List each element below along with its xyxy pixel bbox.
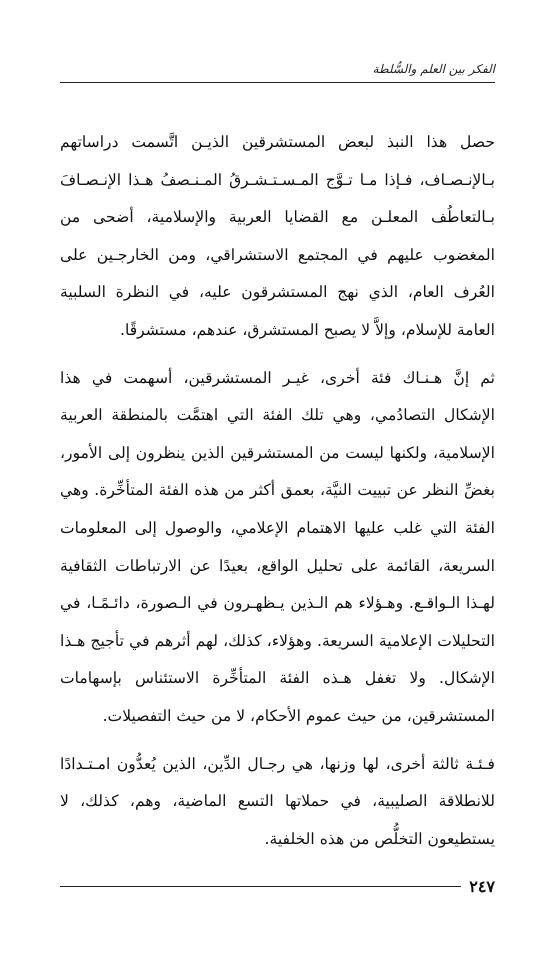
page-footer [60, 876, 495, 896]
running-head: الفكر بين العلم والسُّلطة [60, 62, 495, 83]
paragraph-2: ثم إنَّ هـنـاك فئة أخرى، غيـر المستشرقين، أسهمت في هذا الإشكال التصادُمي، وهي تلك الفئة التي اهتمَّت بالمنطقة العربية الإسلامية، ولكنها ليست من المستشرقين الذين ينظرون إلى الأمور، بغضِّ النظر عن تبييت النيَّة، بعمق أكثر من هذه الفئة المتأخِّرة. وهي الفئة التي غلب عليها الاهتمام الإعلامي، والوصول إلى المعلومات السريعة، القائمة على تحليل الواقع، بعيدًا عن الارتباطات الثقافية لهـذا الـواقـع. وهـؤلاء هم الـذين يـظهـرون في الـصورة، دائـمًـا، في التحليلات الإعلامية السريعة. وهؤلاء، كذلك، لهم أثرهم في تأجيج هـذا الإشكال. ولا تغفل هـذه الفئة المتأخِّرة الاستئناس بإسهامات المستشرقين، من حيث عموم الأحكام، لا من حيث التفصيلات. [60, 368, 495, 725]
body-text [60, 124, 495, 858]
paragraph-1: حصل هذا النبذ لبعض المستشرقين الذيـن اتَّسمت دراساتهم بـالإنـصـاف، فـإذا مـا تـوَّج المـسـتـشـرقُ المـنـصفُ هـذا الإنـصـافَ بـالتعاطُف المعلـن مع القضايا العربية والإسلامية، أضحى من المغضوب عليهم في المجتمع الاستشراقي، ومن الخارجـين على العُرف العام، الذي نهج المستشرقون عليه، في النظرة السلبية العامة للإسلام، وإلاَّ لا يصبح المستشرق، عندهم، مستشرقًا. [60, 133, 495, 339]
footer-rule [60, 886, 461, 887]
page-number: ٢٤٧ [469, 876, 495, 896]
paragraph-3: فـئـة ثالثة أخرى، لها وزنها، هي رجـال الدِّين، الذين يُعدُّون امـتـدادًا للانطلاقة الصليبية، في حملاتها التسع الماضية، وهم، كذلك، لا يستطيعون التخلُّص من هذه الخلفية. [60, 754, 495, 848]
